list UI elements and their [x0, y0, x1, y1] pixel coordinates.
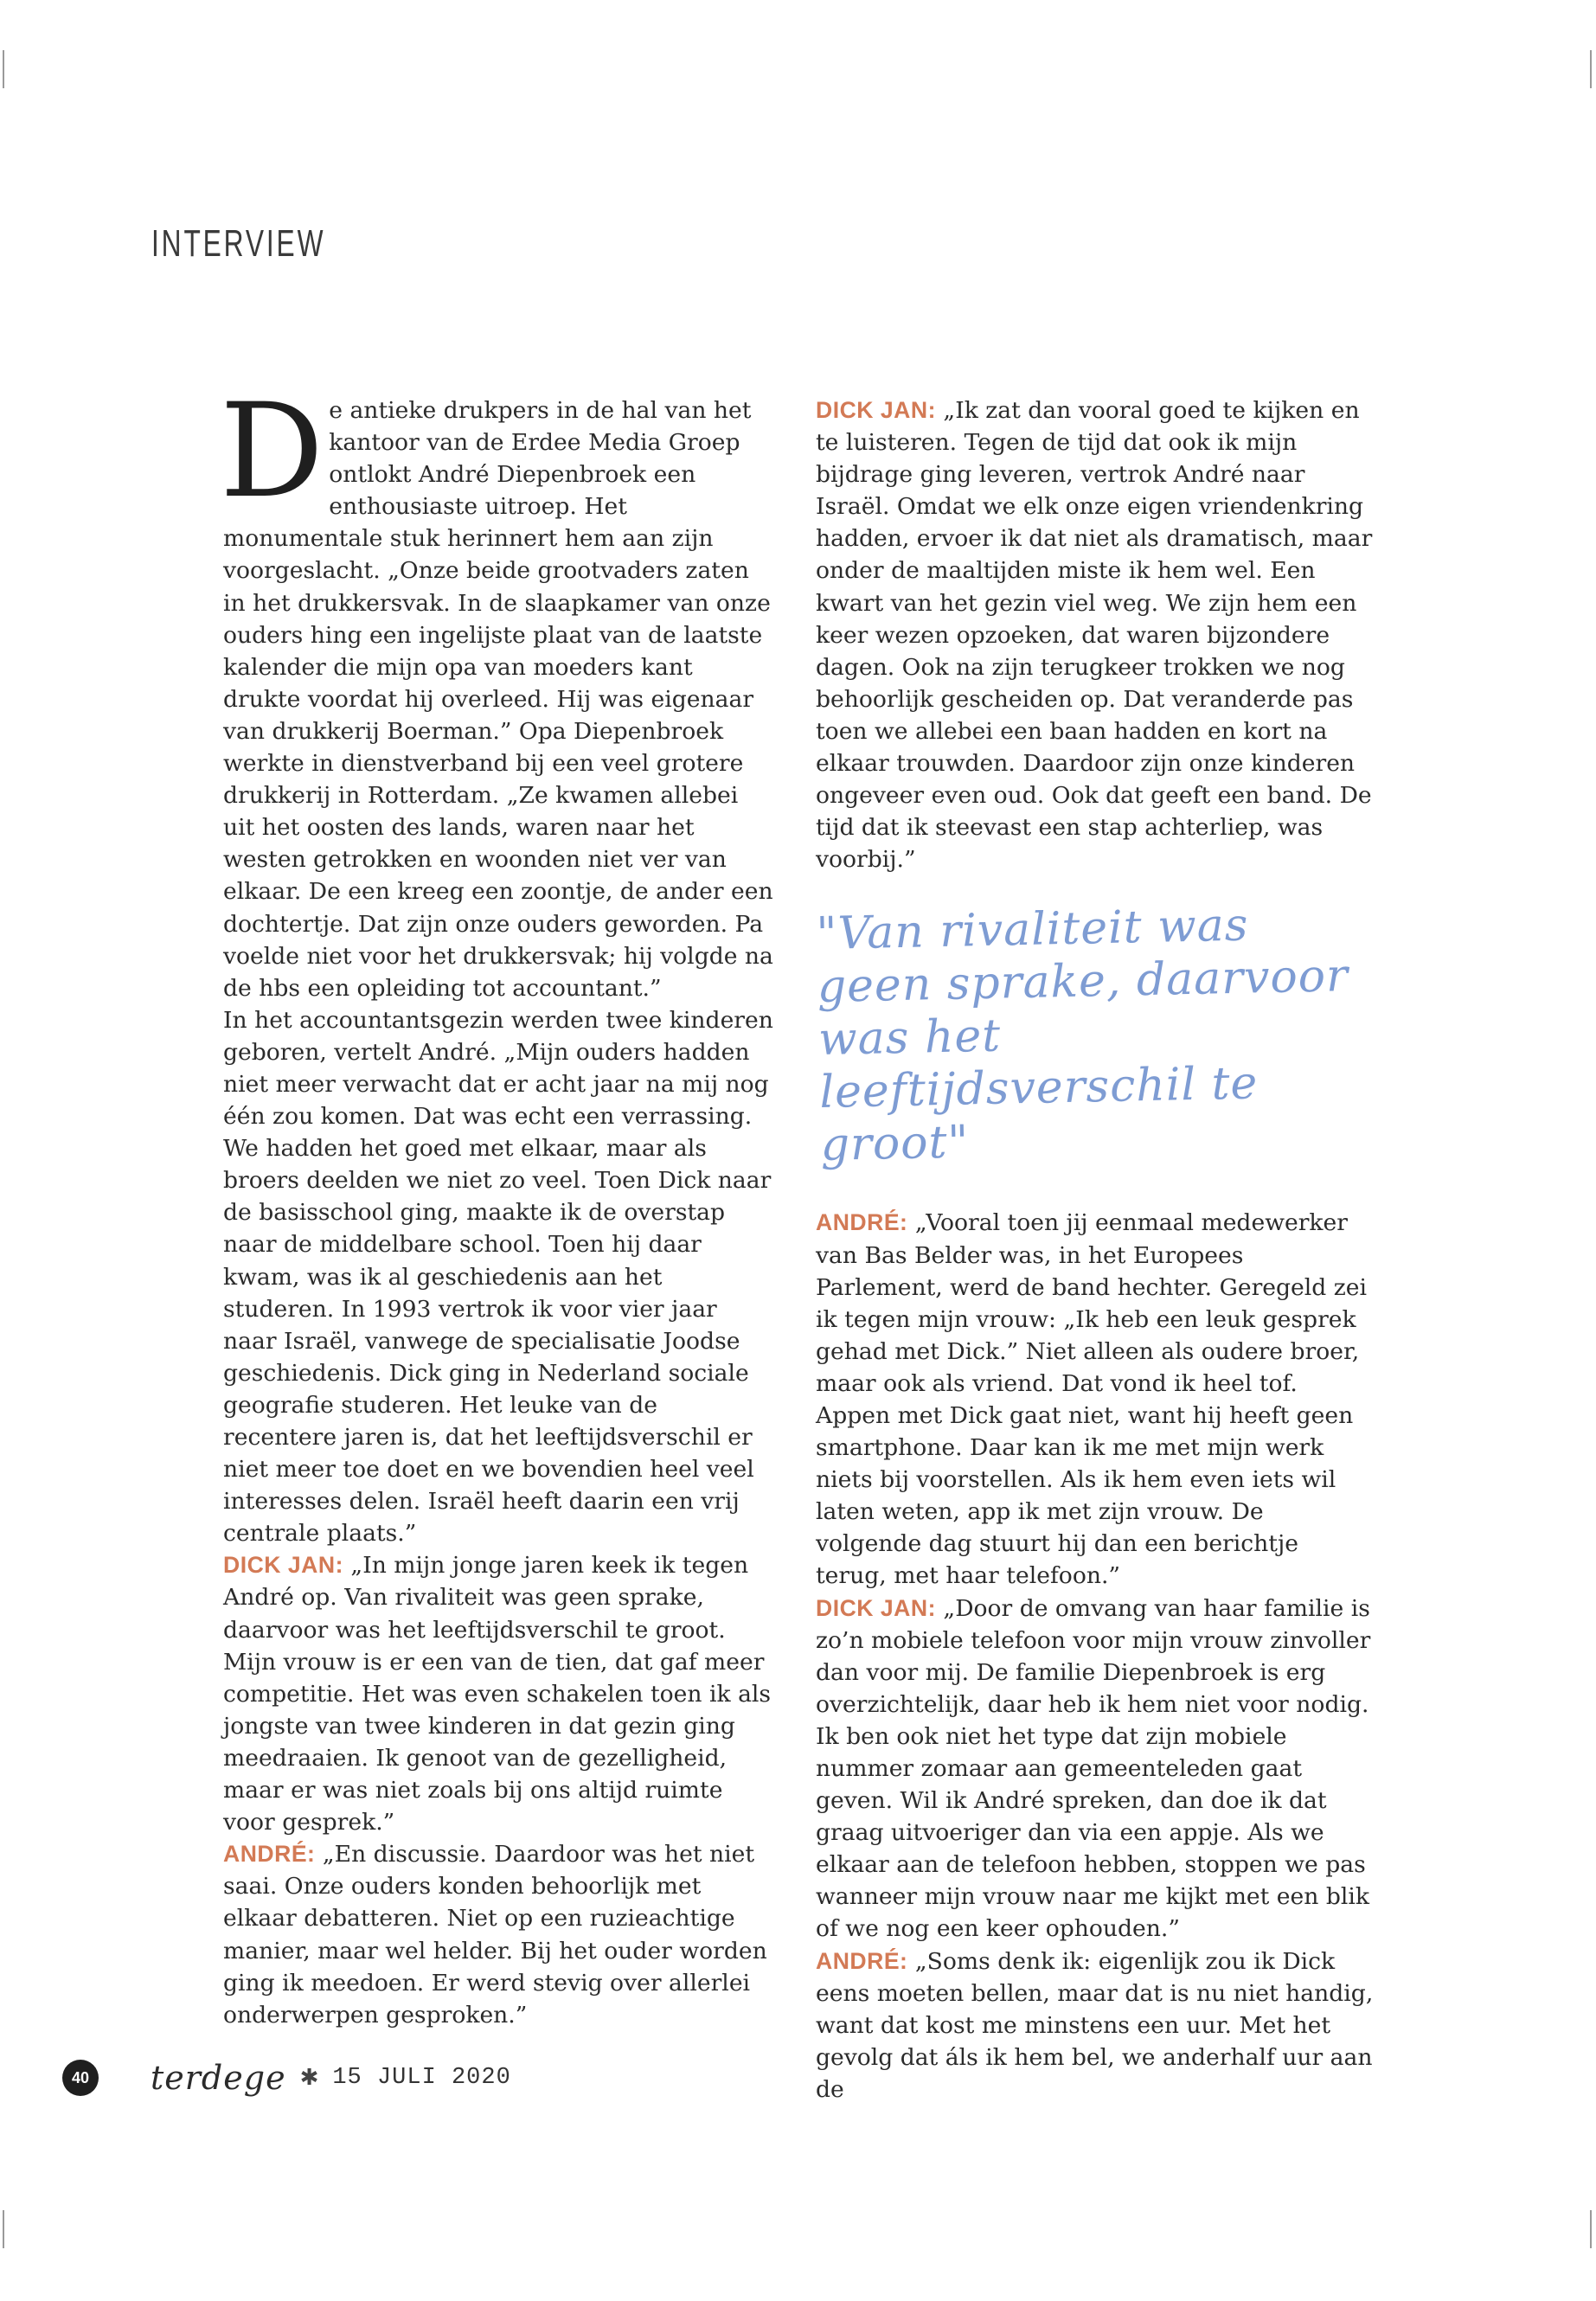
paragraph-text: „Door de omvang van haar familie is zo’n mobiele telefoon voor mijn vrouw zinvoller dan voor mij. De familie Diepenbroek is erg overzichtelijk, daar heb ik hem niet voor nodig. Ik ben ook niet het type dat zijn mobiele nummer zomaar aan gemeenteleden gaat geven. Wil ik André spreken, dan doe ik dat graag uitvoeriger dan via een appje. Als we elkaar aan de telefoon hebben, stoppen we pas wanneer mijn vrouw naar me kijkt met een blik of we nog een keer ophouden.”	[816, 1594, 1371, 1943]
page-footer	[62, 2059, 511, 2097]
section-label: INTERVIEW	[151, 222, 326, 265]
asterisk-icon: ✱	[299, 2065, 319, 2091]
paragraph-text: „In mijn jonge jaren keek ik tegen André op. Van rivaliteit was geen sprake, daarvoor was het leeftijdsverschil te groot. Mijn vrouw is er een van de tien, dat gaf meer competitie. Het was even schakelen toen ik als jongste van twee kinderen in dat gezin ging meedraaien. Ik genoot van de gezelligheid, maar er was niet zoals bij ons altijd ruimte voor gesprek.”	[223, 1552, 772, 1836]
crop-mark-bottom-right	[1590, 2210, 1592, 2248]
paragraph	[816, 1593, 1374, 1945]
pull-quote: "Van rivaliteit was geen sprake, daarvoor was het leeftijdsverschil te groot"	[816, 899, 1349, 1172]
paragraph-text: „Vooral toen jij eenmaal medewerker van Bas Belder was, in het Europees Parlement, werd de band hechter. Geregeld zei ik tegen mijn vrouw: „Ik heb een leuk gesprek gehad met Dick.” Niet alleen als oudere broer, maar ook als vriend. Dat vond ik heel tof. Appen met Dick gaat niet, want hij heeft geen smartphone. Daar kan ik me met mijn werk niets bij voorstellen. Als ik hem even iets wil laten weten, app ik met zijn vrouw. De volgende dag stuurt hij dan een berichtje terug, met haar telefoon.”	[816, 1209, 1368, 1590]
paragraph-text: „Ik zat dan vooral goed te kijken en te luisteren. Tegen de tijd dat ook ik mijn bijdrage ging leveren, vertrok André naar Israël. Omdat we elk onze eigen vriendenkring hadden, ervoer ik dat niet als dramatisch, maar onder de maaltijden miste ik hem wel. Een kwart van het gezin viel weg. We zijn hem een keer wezen opzoeken, dat waren bijzondere dagen. Ook na zijn terugkeer trokken we nog behoorlijk gescheiden op. Dat veranderde pas toen we allebei een baan hadden en kort na elkaar trouwden. Daardoor zijn onze kinderen ongeveer even oud. Ook dat geeft een band. De tijd dat ik steevast een stap achterliep, was voorbij.”	[816, 397, 1373, 874]
paragraph	[223, 1549, 777, 1838]
speaker-label: ANDRÉ:	[816, 1209, 908, 1236]
speaker-label: ANDRÉ:	[223, 1841, 316, 1868]
magazine-logo: terdege	[151, 2059, 286, 2097]
crop-mark-top-left	[3, 50, 4, 88]
speaker-label: ANDRÉ:	[816, 1947, 908, 1974]
right-column	[816, 394, 1374, 2106]
paragraph	[816, 1207, 1374, 1592]
intro-paragraph	[220, 376, 777, 1004]
crop-mark-top-right	[1590, 50, 1592, 88]
intro-text: e antieke drukpers in de hal van het kantoor van de Erdee Media Groep ontlokt André Diepenbroek een enthousiaste uitroep. Het monumentale stuk herinnert hem aan zijn voorgeslacht. „Onze beide grootvaders zaten in het drukkersvak. In de slaapkamer van onze ouders hing een ingelijste plaat van de laatste kalender die mijn opa van moeders kant drukte voordat hij overleed. Hij was eigenaar van drukkerij Boerman.” Opa Diepenbroek werkte in dienstverband bij een veel grotere drukkerij in Rotterdam. „Ze kwamen allebei uit het oosten des lands, waren naar het westen getrokken en woonden niet ver van elkaar. De een kreeg een zoontje, de ander een dochtertje. Dat zijn onze ouders geworden. Pa voelde niet voor het drukkersvak; hij volgde na de hbs een opleiding tot accountant.”	[223, 397, 773, 1002]
issue-date: 15 JULI 2020	[332, 2065, 511, 2091]
page-number: 40	[62, 2060, 99, 2096]
paragraph-text: In het accountantsgezin werden twee kinderen geboren, vertelt André. „Mijn ouders hadden niet meer verwacht dat er acht jaar na mij nog één zou komen. Dat was echt een verrassing. We hadden het goed met elkaar, maar als broers deelden we niet zo veel. Toen Dick naar de basisschool ging, maakte ik de overstap naar de middelbare school. Toen hij daar kwam, was ik al geschiedenis aan het studeren. In 1993 vertrok ik voor vier jaar naar Israël, vanwege de specialisatie Joodse geschiedenis. Dick ging in Nederland sociale geografie studeren. Het leuke van de recentere jaren is, dat het leeftijdsverschil er niet meer toe doet en we bovendien heel veel interesses delen. Israël heeft daarin een vrij centrale plaats.”	[223, 1006, 773, 1548]
paragraph	[223, 1004, 777, 1550]
left-column	[220, 376, 777, 2031]
crop-mark-bottom-left	[3, 2210, 4, 2248]
paragraph-text: „En discussie. Daardoor was het niet saai. Onze ouders konden behoorlijk met elkaar debatteren. Niet op een ruzieachtige manier, maar wel helder. Bij het ouder worden ging ik meedoen. Er werd stevig over allerlei onderwerpen gesproken.”	[223, 1841, 767, 2029]
paragraph	[816, 394, 1374, 875]
speaker-label: DICK JAN:	[223, 1552, 343, 1579]
paragraph	[223, 1838, 777, 2031]
drop-cap: D	[220, 376, 324, 527]
speaker-label: DICK JAN:	[816, 397, 936, 423]
speaker-label: DICK JAN:	[816, 1594, 936, 1621]
paragraph-text: „Soms denk ik: eigenlijk zou ik Dick eens moeten bellen, maar dat is nu niet handig, want dat kost me minstens een uur. Met het gevolg dat áls ik hem bel, we anderhalf uur aan de	[816, 1947, 1374, 2103]
paragraph	[816, 1945, 1374, 2106]
